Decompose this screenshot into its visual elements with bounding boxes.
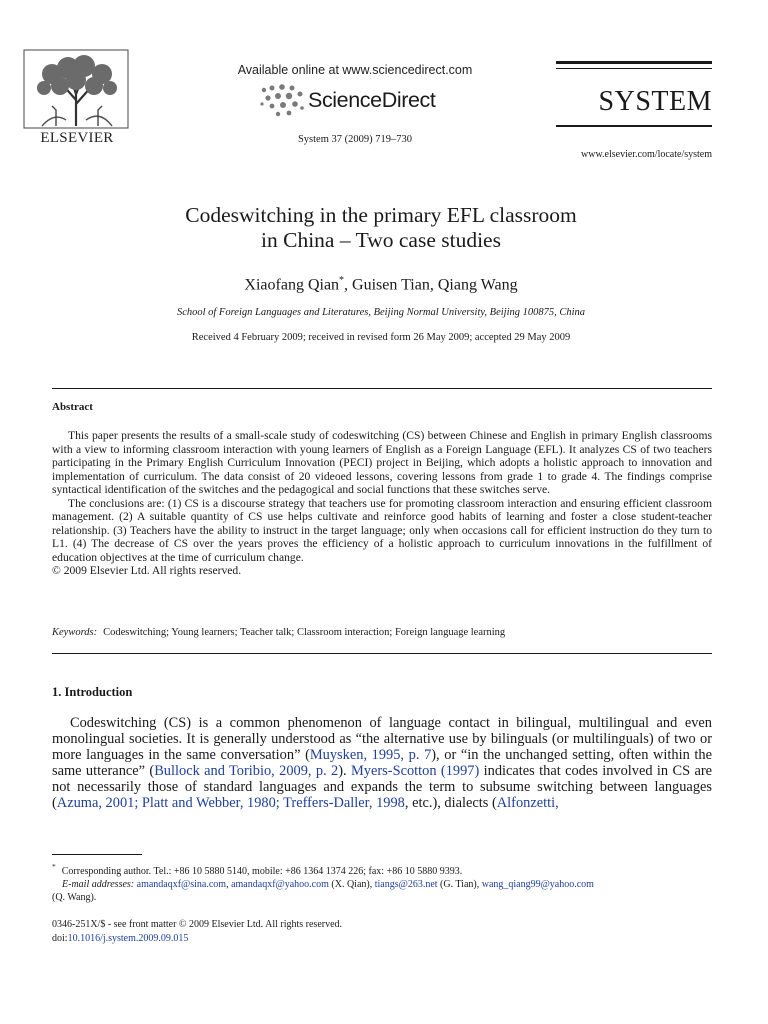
footnote-text: (Q. Wang).	[52, 892, 97, 903]
footnote-text: (X. Qian),	[328, 879, 375, 890]
issn-block	[52, 918, 712, 946]
available-online-text[interactable]: Available online at www.sciencedirect.com	[237, 63, 473, 77]
doi-label: doi:	[52, 933, 68, 944]
author-affiliation: School of Foreign Languages and Literatures, Beijing Normal University, Beijing 100875, China	[176, 307, 586, 318]
doi-link[interactable]: 10.1016/j.system.2009.09.015	[67, 933, 189, 944]
body-text: ).	[338, 763, 351, 779]
journal-name: SYSTEM	[598, 86, 712, 117]
email-label: E-mail addresses:	[62, 879, 135, 890]
title-line: Codeswitching in the primary EFL classroom	[185, 203, 577, 227]
article-history: Received 4 February 2009; received in revised form 26 May 2009; accepted 29 May 2009	[191, 332, 571, 343]
section-rule	[52, 388, 712, 389]
email-addresses	[52, 878, 722, 891]
journal-rule	[556, 125, 712, 127]
footnote-rule	[52, 854, 142, 855]
doi-line	[52, 932, 712, 946]
keywords-label: Keywords:	[52, 627, 98, 638]
corresponding-author-mark[interactable]: *	[339, 275, 345, 286]
citation-link[interactable]: Myers-Scotton (1997)	[351, 763, 480, 779]
author-name[interactable]: Xiaofang Qian	[244, 276, 340, 294]
journal-citation: System 37 (2009) 719–730	[297, 134, 413, 145]
body-text: Codeswitching (CS) is a common phenomenon of language contact in bilingual, multilingual and even monolingual societies. It is generally understood as “the alternative use by bilinguals (or multilinguals) of two or more languages in the same conversation” (	[52, 715, 712, 763]
introduction-paragraph	[52, 715, 712, 811]
issn-line: 0346-251X/$ - see front matter © 2009 Elsevier Ltd. All rights reserved.	[52, 919, 343, 930]
section-heading: 1. Introduction	[52, 685, 133, 699]
footnote-mark: *	[52, 862, 56, 871]
footnote-text: ,	[226, 879, 232, 890]
email-link[interactable]: tiangs@263.net	[374, 879, 438, 890]
footnotes	[52, 860, 722, 904]
section-rule	[52, 653, 712, 654]
title-line: in China – Two case studies	[261, 228, 501, 252]
email-link[interactable]: amandaqxf@yahoo.com	[231, 879, 329, 890]
email-link[interactable]: amandaqxf@sina.com	[136, 879, 227, 890]
body-text: ), or “in the unchanged setting, often within the same utterance” (	[52, 747, 712, 779]
sciencedirect-dots-icon	[258, 82, 308, 122]
abstract-heading: Abstract	[52, 401, 93, 413]
abstract-body	[52, 429, 712, 578]
journal-url[interactable]: www.elsevier.com/locate/system	[581, 149, 712, 160]
corresponding-author-note	[52, 860, 722, 878]
journal-rule	[556, 61, 712, 64]
article-title	[60, 203, 702, 253]
email-link[interactable]: wang_qiang99@yahoo.com	[481, 879, 594, 890]
author-names[interactable]: , Guisen Tian, Qiang Wang	[344, 276, 518, 294]
body-text: indicates that codes involved in CS are not necessarily those of standard languages and expands the term to subsume switching between languages (	[52, 763, 713, 811]
citation-link[interactable]: Azuma, 2001; Platt and Webber, 1980; Treffers-Daller, 1998	[56, 795, 405, 811]
abstract-paragraph: The conclusions are: (1) CS is a discourse strategy that teachers use for promoting classroom interaction and ensuring efficient classroom management. (2) A suitable quantity of CS use helps cultivate and reinforce good habits of learning and foster a close student-teacher relationship. (3) Teachers have the ability to instruct in the target language; only when occasions call for efficient instruction do they turn to L1. (4) The decrease of CS over the years proves the efficiency of a holistic approach to curriculum innovations in the fulfillment of education objectives at the time of curriculum change.	[52, 496, 712, 564]
footnote-text: (G. Tian),	[437, 879, 482, 890]
abstract-paragraph: This paper presents the results of a small-scale study of codeswitching (CS) between Chinese and English in primary English classrooms with a view to informing classroom interaction with young learners of English as a Foreign Language (EFL). It analyzes CS of two teachers participating in the Primary English Curriculum Innovation (PECI) project in Beijing, which adopts a holistic approach to innovation and implementation of curriculum. The data consist of 20 videoed lessons, covering lessons from grade 1 to grade 4. The findings comprise syntactical identification of the switches and the pedagogical and social functions that these switches serve.	[52, 429, 712, 496]
author-list	[60, 275, 702, 294]
journal-rule	[556, 68, 712, 69]
citation-link[interactable]: Alfonzetti,	[496, 795, 559, 811]
keywords	[52, 627, 712, 638]
copyright-notice: © 2009 Elsevier Ltd. All rights reserved.	[52, 564, 242, 577]
citation-link[interactable]: Muysken, 1995, p. 7	[309, 747, 432, 763]
citation-link[interactable]: Bullock and Toribio, 2009, p. 2	[154, 763, 339, 779]
footnote-text: Corresponding author. Tel.: +86 10 5880 5140, mobile: +86 1364 1374 226; fax: +86 10 5880 9393.	[61, 866, 463, 877]
keywords-list: Codeswitching; Young learners; Teacher talk; Classroom interaction; Foreign language learning	[103, 627, 506, 638]
sciencedirect-wordmark: ScienceDirect	[308, 88, 436, 112]
body-text: , etc.), dialects (	[404, 795, 497, 811]
publisher-name: ELSEVIER	[40, 130, 114, 146]
